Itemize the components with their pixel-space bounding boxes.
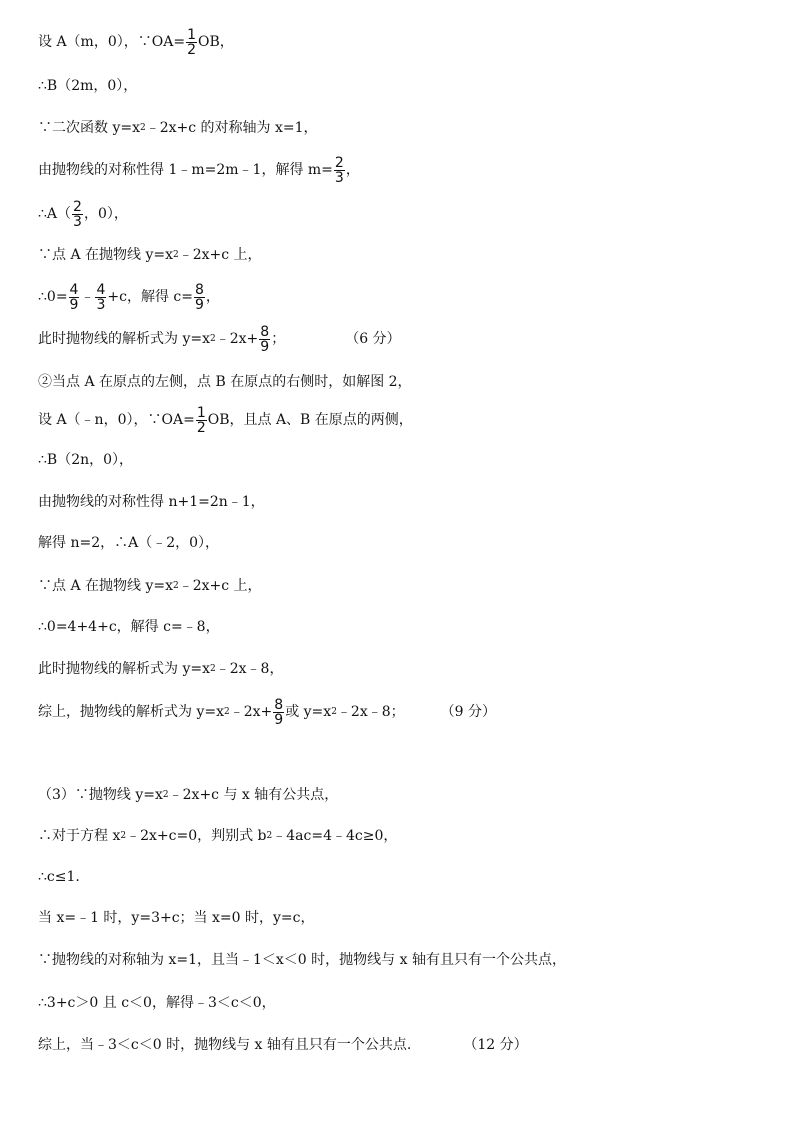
- line-text: ∴B（2n，0），: [38, 452, 134, 468]
- line-text: ，: [345, 162, 360, 178]
- line-text: ∴对于方程 x: [38, 828, 121, 844]
- solution-line: [38, 612, 220, 642]
- solution-line: [38, 1030, 528, 1060]
- line-text: ∴0=4+4+c，解得 c=﹣8，: [38, 619, 220, 635]
- solution-line: ∴对于方程 x 2 ﹣2x+c=0，判别式 b 2 ﹣4ac=4﹣4c≥0，: [38, 828, 398, 844]
- line-text: ∴c≤1.: [38, 869, 80, 885]
- solution-line: [38, 27, 234, 57]
- solution-line: 此时抛物线的解析式为 y=x 2 ﹣2x+ $\frac{8}{9}$ ； （6 分）: [38, 323, 401, 355]
- solution-line: [38, 155, 360, 185]
- line-text: ﹣4ac=4﹣4c≥0，: [272, 828, 398, 844]
- solution-line: ∵二次函数 y=x 2 ﹣2x+c 的对称轴为 x=1，: [38, 120, 318, 136]
- line-text: ；: [271, 331, 286, 347]
- fraction-numerator: 4: [96, 281, 106, 298]
- line-text: 综上，当﹣3＜c＜0 时，抛物线与 x 轴有且只有一个公共点.: [38, 1037, 412, 1053]
- line-text: 此时抛物线的解析式为 y=x: [38, 331, 210, 347]
- line-text: ﹣2x+c 的对称轴为 x=1，: [145, 120, 318, 136]
- fraction-numerator: 2: [334, 154, 344, 171]
- line-text: OB，: [197, 34, 234, 50]
- fraction-denominator: 3: [334, 169, 344, 186]
- line-text: +c，解得 c=: [107, 289, 193, 305]
- line-text: ﹣2x+: [215, 331, 259, 347]
- solution-line: [38, 862, 80, 892]
- fraction: [194, 283, 205, 312]
- solution-line: [38, 282, 220, 312]
- solution-line: 此时抛物线的解析式为 y=x 2 ﹣2x﹣8，: [38, 661, 284, 677]
- score-note: （12 分）: [463, 1037, 528, 1053]
- line-text: ，: [205, 289, 220, 305]
- line-text: ﹣2x+c 与 x 轴有公共点，: [168, 787, 339, 803]
- fraction-numerator: 1: [187, 26, 196, 43]
- fraction-numerator: 8: [260, 323, 270, 340]
- fraction-denominator: 2: [187, 41, 196, 58]
- line-text: （3）∵抛物线 y=x: [38, 787, 163, 803]
- line-text: ∵抛物线的对称轴为 x=1，且当﹣1＜x＜0 时，抛物线与 x 轴有且只有一个公共点，: [38, 952, 566, 968]
- solution-line: [38, 445, 133, 475]
- fraction-denominator: 9: [260, 338, 270, 355]
- line-text: ，0），: [83, 206, 128, 222]
- line-text: ﹣2x+: [229, 704, 273, 720]
- fraction: [186, 28, 197, 57]
- fraction-denominator: 9: [69, 296, 79, 313]
- fraction: [95, 283, 106, 312]
- fraction-denominator: 3: [96, 296, 106, 313]
- fraction-denominator: 2: [196, 419, 206, 436]
- line-text: 设 A（﹣n，0），∵OA=: [38, 412, 195, 428]
- line-text: ﹣2x﹣8，: [215, 661, 284, 677]
- line-text: ∵点 A 在抛物线 y=x: [38, 578, 173, 594]
- solution-line: ∵点 A 在抛物线 y=x 2 ﹣2x+c 上，: [38, 578, 262, 594]
- solution-line: ∵点 A 在抛物线 y=x 2 ﹣2x+c 上，: [38, 247, 262, 263]
- line-text: ∵二次函数 y=x: [38, 120, 140, 136]
- line-text: 此时抛物线的解析式为 y=x: [38, 661, 210, 677]
- solution-line: [38, 405, 413, 435]
- line-text: ∴3+c＞0 且 c＜0，解得﹣3＜c＜0，: [38, 995, 276, 1011]
- line-text: 由抛物线的对称性得 n+1=2n﹣1，: [38, 494, 265, 510]
- line-text: 由抛物线的对称性得 1﹣m=2m﹣1，解得 m=: [38, 162, 333, 178]
- fraction-denominator: 3: [73, 213, 82, 230]
- solution-line: [38, 487, 265, 517]
- fraction-numerator: 8: [194, 281, 204, 298]
- line-text: 当 x=﹣1 时，y=3+c；当 x=0 时，y=c，: [38, 910, 315, 926]
- fraction-numerator: 1: [196, 404, 206, 421]
- fraction-denominator: 9: [274, 711, 284, 728]
- solution-line: [38, 71, 137, 101]
- line-text: 综上，抛物线的解析式为 y=x: [38, 704, 224, 720]
- fraction-denominator: 9: [194, 296, 204, 313]
- solution-line: （3）∵抛物线 y=x 2 ﹣2x+c 与 x 轴有公共点，: [38, 787, 339, 803]
- line-text: ﹣: [80, 289, 95, 305]
- fraction-numerator: 4: [69, 281, 79, 298]
- line-text: OB，且点 A、B 在原点的两侧，: [207, 412, 413, 428]
- solution-line: [38, 199, 128, 229]
- line-text: ∴A（: [38, 206, 72, 222]
- line-text: ②当点 A 在原点的左侧，点 B 在原点的右侧时，如解图 2，: [38, 374, 412, 390]
- line-text: ﹣2x﹣8；: [336, 704, 405, 720]
- solution-line: [38, 367, 412, 397]
- line-text: ﹣2x+c 上，: [178, 247, 262, 263]
- score-note: （6 分）: [345, 331, 401, 347]
- solution-line: [38, 945, 566, 975]
- line-text: ﹣2x+c=0，判别式 b: [126, 828, 267, 844]
- fraction: [69, 283, 80, 312]
- line-text: 或 y=x: [285, 704, 332, 720]
- fraction: [72, 200, 83, 229]
- line-text: ﹣2x+c 上，: [178, 578, 262, 594]
- fraction: [334, 156, 345, 185]
- score-note: （9 分）: [440, 704, 497, 720]
- line-text: 解得 n=2，∴A（﹣2，0），: [38, 535, 220, 551]
- line-text: ∴B（2m，0），: [38, 78, 138, 94]
- fraction-numerator: 2: [73, 198, 82, 215]
- line-text: 设 A（m，0），∵OA=: [38, 34, 186, 50]
- fraction: [273, 698, 284, 727]
- line-text: ∵点 A 在抛物线 y=x: [38, 247, 173, 263]
- solution-line: [38, 528, 219, 558]
- fraction: [259, 325, 270, 354]
- fraction: [196, 406, 207, 435]
- line-text: ∴0=: [38, 289, 68, 305]
- solution-line: [38, 903, 314, 933]
- solution-line: [38, 988, 276, 1018]
- solution-line: 综上，抛物线的解析式为 y=x 2 ﹣2x+ $\frac{8}{9}$ 或 y=x 2 ﹣2x﹣8； （9 分）: [38, 696, 497, 728]
- fraction-numerator: 8: [274, 696, 284, 713]
